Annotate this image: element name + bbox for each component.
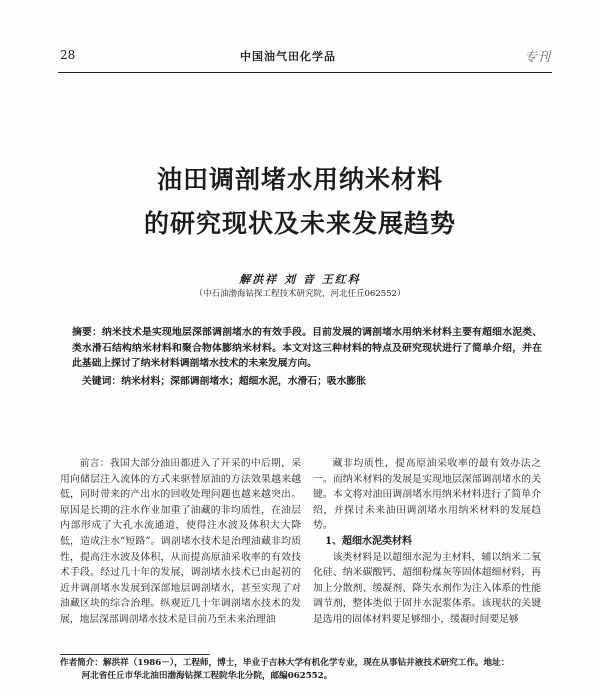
body-column-right [313,456,541,628]
journal-name: 中国油气田化学品 [240,50,336,63]
footnote-line-2: 河北省任丘市华北油田渤海钻探工程院华北分院，邮编062552。 [81,671,333,681]
running-header [60,48,550,70]
article-title [60,158,540,246]
intro-paragraph-cont: 藏非均质性，提高原油采收率的最有效办法之一。而纳米材料的发展是实现地层深部调剖堵水的关键。本文将对油田调剖堵水用纳米材料进行了简单介绍，并探讨未来油田调剖堵水用纳米材料的发展趋势。 [313,458,541,532]
footnote-line-1: 作者简介：解洪祥（1986－），工程师，博士，毕业于吉林大学有机化学专业，现在从事钻井液技术研究工作。地址： [60,658,510,668]
title-line-1: 油田调剖堵水用纳米材料 [156,165,443,194]
section-1-heading: 1、超细水泥类材料 [325,535,412,547]
abstract-text: 纳米技术是实现地层深部调剖堵水的有效手段。目前发展的调剖堵水用纳米材料主要有超细水泥类、类水滑石结构纳米材料和聚合物体膨纳米材料。本文对这三种材料的特点及研究现状进行了简单介绍，并在此基础上探讨了纳米材料调剖堵水技术的未来发展方向。 [72,327,543,369]
body-column-left [60,456,301,628]
footnote-rule [60,654,210,655]
page-number: 28 [60,48,76,62]
author-footnote [60,657,550,683]
intro-paragraph: 前言：我国大部分油田都进入了开采的中后期，采用向储层注入流体的方式来驱替原油的方法效果越来越低，同时带来的产出水的回收处理问题也越来越突出。原因是长期的注水作业加重了油藏的非均质性，在油层内部形成了大孔水流通道，使得注水波及体积大大降低，造成注水“短路”。调剖堵水技术是治理油藏非均质性，提高注水波及体积，从而提高原油采收率的有效技术手段。经过几十年的发展，调剖堵水技术已由起初的近井调剖堵水发展到深部地层调剖堵水，甚至实现了对油藏区块的综合治理。纵观近几十年调剖堵水技术的发展，地层深部调剖堵水技术是目前乃至未来治理油 [60,458,301,625]
abstract [72,325,542,372]
keywords [82,373,542,387]
abstract-label: 摘要： [72,327,103,338]
keywords-text: 纳米材料；深部调剖堵水；超细水泥，水滑石；吸水膨胀 [121,376,367,387]
section-1-paragraph: 该类材料是以超细水泥为主材料，辅以纳米二氧化硅、纳米碳酸钙、超细粉煤灰等固体超细材料，再加上分散剂、缓凝剂、降失水剂作为注入体系的性能调节剂，整体类似于固井水泥浆体系。该现状的关键是选用的固体材料要足够细小，缓凝时间要足够 [313,551,541,625]
author-list: 解洪祥 刘 音 王红科 [239,273,361,286]
keywords-label: 关键词： [82,376,122,387]
affiliation: （中石油渤海钻探工程技术研究院，河北任丘062552） [194,289,406,299]
issue-label: 专刊 [523,50,550,65]
header-rule [58,72,552,73]
title-line-2: 的研究现状及未来发展趋势 [143,209,456,238]
